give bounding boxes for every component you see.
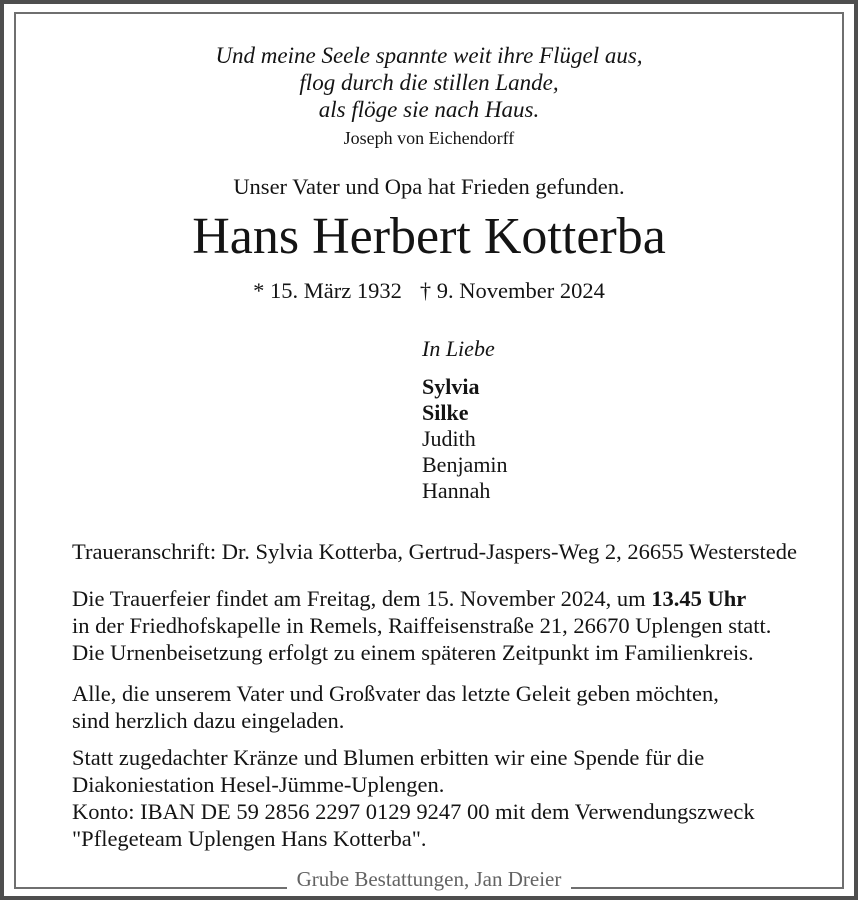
mourner-name: Sylvia [422,374,480,399]
death-date: † 9. November 2024 [419,278,605,303]
service-line-2: in der Friedhofskapelle in Remels, Raiffeisenstraße 21, 26670 Uplengen statt. [72,613,772,638]
memorial-quote [16,42,842,148]
deceased-name: Hans Herbert Kotterba [192,208,666,265]
mourner-name: Silke [422,400,469,425]
donation-line-3: Konto: IBAN DE 59 2856 2297 0129 9247 00 mit dem Verwendungszweck [72,799,755,824]
service-line-1 [72,585,816,612]
quote-line-3: als flöge sie nach Haus. [318,97,540,122]
inner-frame [14,12,844,889]
mourners-block [422,336,842,504]
service-line-1-text: Die Trauerfeier findet am Freitag, dem 15. November 2024, um [72,586,652,611]
mourners-names [422,374,842,504]
birth-date: * 15. März 1932 [253,278,402,303]
mourner-name: Hannah [422,478,491,503]
invitation-line-2: sind herzlich dazu eingeladen. [72,708,345,733]
service-paragraph [72,585,816,666]
life-dates [16,278,842,304]
mourner-name: Judith [422,426,476,451]
invitation-paragraph [72,680,816,734]
mourners-heading: In Liebe [422,336,495,361]
donation-line-4: "Pflegeteam Uplengen Hans Kotterba". [72,826,427,851]
funeral-home-name: Grube Bestattungen, Jan Dreier [287,866,572,892]
quote-line-2: flog durch die stillen Lande, [299,70,559,95]
mourner-name: Benjamin [422,452,508,477]
donation-paragraph [72,744,816,852]
quote-line-1: Und meine Seele spannte weit ihre Flügel aus, [215,43,643,68]
service-time: 13.45 Uhr [651,586,747,611]
mourning-address: Traueranschrift: Dr. Sylvia Kotterba, Gertrud-Jaspers-Weg 2, 26655 Westerstede [72,539,797,564]
quote-author: Joseph von Eichendorff [343,128,515,148]
invitation-line-1: Alle, die unserem Vater und Großvater das letzte Geleit geben möchten, [72,681,719,706]
donation-line-2: Diakoniestation Hesel-Jümme-Uplengen. [72,772,445,797]
announcement-intro: Unser Vater und Opa hat Frieden gefunden. [233,174,625,199]
funeral-home-footer [16,866,842,892]
donation-line-1: Statt zugedachter Kränze und Blumen erbitten wir eine Spende für die [72,745,705,770]
service-line-3: Die Urnenbeisetzung erfolgt zu einem späteren Zeitpunkt im Familienkreis. [72,640,754,665]
